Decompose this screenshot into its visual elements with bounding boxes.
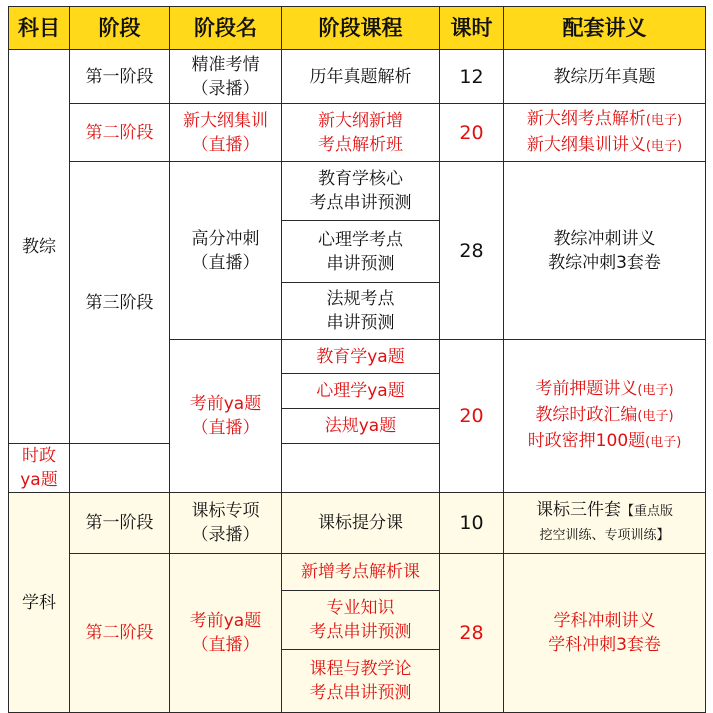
course-cell: 法规ya题 xyxy=(282,409,440,444)
material-line xyxy=(508,107,701,133)
material-text: 考前押题讲义 xyxy=(535,379,638,399)
course-cell: 课程与教学论 考点串讲预测 xyxy=(282,650,440,713)
hours-cell: 20 xyxy=(440,340,504,493)
course-cell: 专业知识 考点串讲预测 xyxy=(282,591,440,650)
material-note: 挖空训练、专项训练】 xyxy=(539,528,670,543)
material-cell xyxy=(504,104,706,162)
table-row xyxy=(9,50,706,104)
stage-cell: 第二阶段 xyxy=(70,554,170,713)
stage-cell: 第一阶段 xyxy=(70,493,170,554)
header-row xyxy=(9,7,706,50)
material-text: 新大纲集训讲义 xyxy=(526,134,646,155)
stage-cell: 第三阶段 xyxy=(70,162,170,444)
course-cell: 新大纲新增 考点解析班 xyxy=(282,104,440,162)
course-cell: 法规考点 串讲预测 xyxy=(282,283,440,340)
table-row xyxy=(9,104,706,162)
stage-name-cell: 课标专项 （录播） xyxy=(170,493,282,554)
hours-cell: 12 xyxy=(440,50,504,104)
header-materials: 配套讲义 xyxy=(504,7,706,50)
course-cell: 心理学ya题 xyxy=(282,374,440,409)
material-cell: 学科冲刺讲义 学科冲刺3套卷 xyxy=(504,554,706,713)
table-row xyxy=(9,493,706,554)
stage-cell: 第二阶段 xyxy=(70,104,170,162)
stage-name-cell: 考前ya题 （直播） xyxy=(170,554,282,713)
header-hours: 课时 xyxy=(440,7,504,50)
material-text: 新大纲考点解析 xyxy=(526,108,646,129)
material-line xyxy=(508,498,701,524)
material-line xyxy=(508,403,701,429)
table-row xyxy=(9,554,706,591)
material-tag: (电子) xyxy=(637,383,674,398)
course-schedule-table xyxy=(8,6,706,713)
hours-cell: 28 xyxy=(440,554,504,713)
material-tag: (电子) xyxy=(645,138,683,154)
material-cell: 教综历年真题 xyxy=(504,50,706,104)
subject-jiaozong: 教综 xyxy=(9,50,70,444)
material-cell: 教综冲刺讲义 教综冲刺3套卷 xyxy=(504,162,706,340)
header-stage: 阶段 xyxy=(70,7,170,50)
material-text: 时政密押100题 xyxy=(527,431,646,451)
header-courses: 阶段课程 xyxy=(282,7,440,50)
stage-name-cell: 高分冲刺 （直播） xyxy=(170,162,282,340)
course-cell: 教育学ya题 xyxy=(282,340,440,374)
stage-cell: 第一阶段 xyxy=(70,50,170,104)
header-subject: 科目 xyxy=(9,7,70,50)
stage-name-cell: 新大纲集训 （直播） xyxy=(170,104,282,162)
material-tag: (电子) xyxy=(645,435,682,450)
stage-name-cell: 精准考情 （录播） xyxy=(170,50,282,104)
course-cell: 新增考点解析课 xyxy=(282,554,440,591)
hours-cell: 28 xyxy=(440,162,504,340)
material-cell xyxy=(504,340,706,493)
course-cell: 课标提分课 xyxy=(282,493,440,554)
material-text: 教综时政汇编 xyxy=(535,405,638,425)
material-line xyxy=(508,429,701,455)
table-row xyxy=(9,162,706,221)
course-cell: 教育学核心 考点串讲预测 xyxy=(282,162,440,221)
material-text: 课标三件套 xyxy=(535,500,621,520)
material-tag: (电子) xyxy=(637,409,674,424)
course-cell: 心理学考点 串讲预测 xyxy=(282,221,440,283)
hours-cell: 20 xyxy=(440,104,504,162)
subject-xueke: 学科 xyxy=(9,493,70,713)
course-cell: 时政ya题 xyxy=(9,444,70,493)
material-line xyxy=(508,133,701,159)
material-cell xyxy=(504,493,706,554)
material-tag: (电子) xyxy=(645,112,683,128)
material-note: 【重点版 xyxy=(620,504,673,519)
course-cell: 历年真题解析 xyxy=(282,50,440,104)
material-line xyxy=(508,377,701,403)
header-stage-name: 阶段名 xyxy=(170,7,282,50)
stage-name-cell: 考前ya题 （直播） xyxy=(170,340,282,493)
hours-cell: 10 xyxy=(440,493,504,554)
